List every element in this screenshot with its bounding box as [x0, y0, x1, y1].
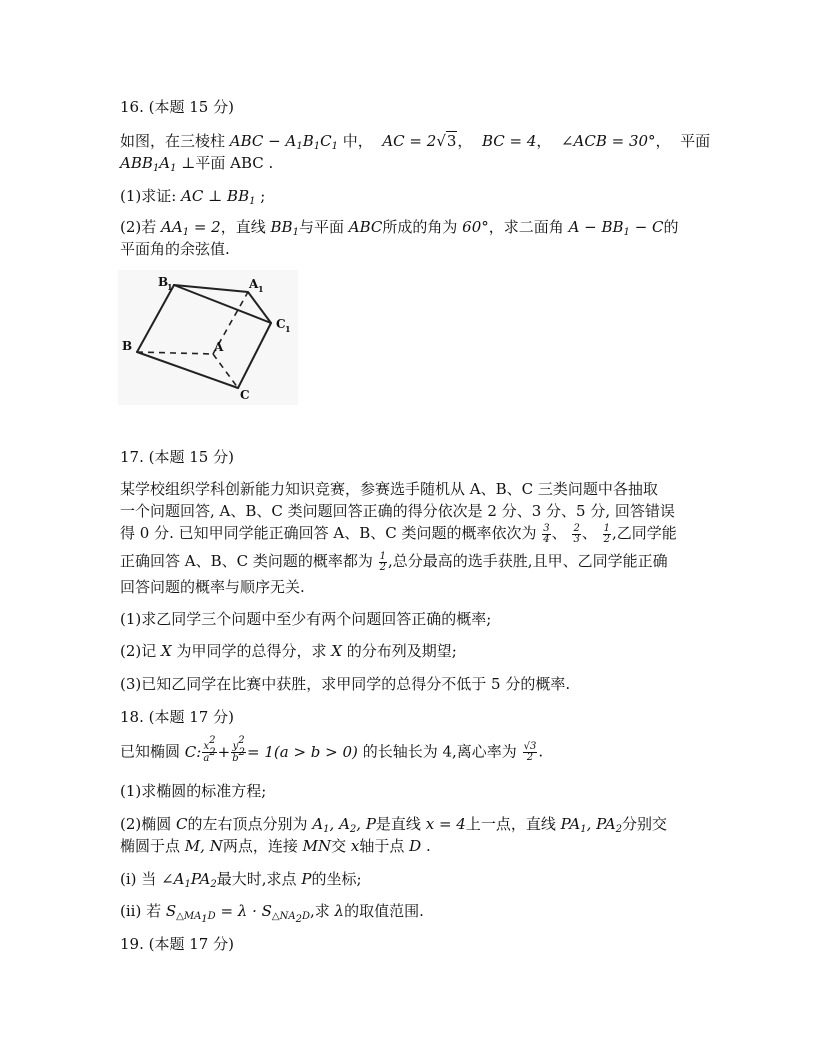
- var-lambda: λ: [334, 902, 345, 920]
- label-b: B: [122, 339, 133, 353]
- lines-pa: $PA_1$, $PA_2$: [560, 815, 623, 835]
- frac-sqrt3-2: $\frac{√3}{2}$: [523, 741, 537, 763]
- q18-s1: (1)求椭圆的标准方程;: [120, 782, 267, 800]
- label-b1-sub: 1: [167, 282, 173, 292]
- q18-sii-c: 的取值范围.: [344, 902, 424, 920]
- q18-s2-line2: 椭圆于点 M, N两点，连接 MN交 x轴于点 D .: [120, 837, 431, 855]
- q18-header: 18. (本题 17 分): [120, 708, 234, 726]
- q17-p4-a: 正确回答 A、B、C 类问题的概率都为: [120, 552, 373, 570]
- q16-60: 60°: [462, 218, 489, 236]
- q16-angle: ∠ACB = 30°: [560, 132, 656, 150]
- axis-x: x: [350, 837, 360, 855]
- angle-a1pa2: $\angle A_1PA_2$: [161, 870, 217, 890]
- q17-s2-b: 为甲同学的总得分，求: [176, 642, 327, 660]
- q18-sii: [120, 901, 424, 925]
- q16-plane: $ABB_1A_1$: [120, 154, 177, 174]
- q16-ac: AC = 2√3: [382, 132, 457, 150]
- q16-part2-a: (2)若: [120, 218, 157, 236]
- q18-s2-f: 椭圆于点: [120, 837, 181, 855]
- q16-part1-expr: AC ⊥ $BB_1$: [181, 187, 256, 207]
- q16-bc: BC = 4: [481, 132, 537, 150]
- q17-header: 17. (本题 15 分): [120, 448, 234, 466]
- q18-si-c: 的坐标;: [311, 870, 362, 888]
- var-x1: X: [161, 642, 172, 660]
- q16-dihedral: $A - BB_1 - C$: [568, 218, 664, 238]
- q18-s2-i: 轴于点: [359, 837, 405, 855]
- q16-aa1: $AA_1 = 2$: [161, 218, 221, 238]
- q16-part2-d: 所成的角为: [382, 218, 458, 236]
- label-a: A: [214, 340, 224, 354]
- q16-intro-text-c: 平面: [680, 132, 711, 150]
- q16-bb1: $BB_1$: [270, 218, 299, 238]
- q16-intro-text-b: 中，: [342, 132, 373, 150]
- points-mn: M, N: [184, 837, 223, 855]
- q18-s2-b: 的左右顶点分别为: [187, 815, 308, 833]
- frac-1-2-b: $\frac{1}{2}$: [379, 550, 387, 573]
- q18-s2-h: 交: [331, 837, 347, 855]
- frac-2-3: $\frac{2}{3}$: [573, 522, 580, 545]
- q18-s2-line1: [120, 814, 667, 834]
- q18-s2-g: 两点，连接: [222, 837, 298, 855]
- label-c1-sub: 1: [285, 324, 291, 334]
- q16-header: 16. (本题 15 分): [120, 98, 234, 116]
- q17-p3: 得 0 分. 已知甲同学能正确回答 A、B、C 类问题的概率依次为 $\frac{3}{4}$ 、 $\frac{2}{3}$ 、 $\frac{1}{2}$ ,乙同学能: [120, 522, 677, 545]
- q16-perp-text: ⊥平面 ABC .: [181, 154, 274, 172]
- prism-figure-svg: [118, 270, 298, 405]
- label-a1-sub: 1: [258, 284, 264, 294]
- var-x2: X: [331, 642, 342, 660]
- q16-part2-f: 的: [663, 218, 679, 236]
- q17-p3-b: ,乙同学能: [611, 524, 677, 542]
- segment-mn: MN: [302, 837, 332, 855]
- q18-si-b: 最大时,求点: [216, 870, 297, 888]
- q17-s3: (3)已知乙同学在比赛中获胜，求甲同学的总得分不低于 5 分的概率.: [120, 675, 571, 693]
- q18-p1-b: 的长轴长为 4,离心率为: [362, 742, 517, 761]
- q16-part2-line2: 平面角的余弦值.: [120, 240, 230, 258]
- q18-p1-a: 已知椭圆: [120, 742, 181, 761]
- q17-s2-a: (2)记: [120, 642, 157, 660]
- q18-s2-c: 是直线: [375, 815, 421, 833]
- label-c: C: [240, 388, 250, 402]
- frac-1-2-a: $\frac{1}{2}$: [603, 522, 610, 545]
- q17-p5: 回答问题的概率与顺序无关.: [120, 578, 305, 596]
- q18-si: [120, 869, 362, 889]
- prism-figure: [118, 270, 298, 405]
- q18-s2-a: (2)椭圆: [120, 815, 172, 833]
- q16-prism: ABC − $A_1B_1C_1$: [229, 132, 338, 152]
- q16-intro-text-a: 如图，在三棱柱: [120, 132, 226, 150]
- q18-sii-a: (ii) 若: [120, 902, 162, 920]
- q18-p1: 已知椭圆 C: $\frac{x^2}{a^2}$ + $\frac{y^2}{b^2}$ = 1(a > b > 0) 的长轴长为 4,离心率为 $\frac{√3}{2}$ .: [120, 735, 544, 764]
- q16-part1: (1)求证: AC ⊥ $BB_1$ ;: [120, 187, 266, 207]
- q16-part2-b: ，直线: [220, 218, 266, 236]
- q16-abc: ABC: [348, 218, 383, 236]
- q17-s1: (1)求乙同学三个问题中至少有两个问题回答正确的概率;: [120, 610, 492, 628]
- q16-part2-line1: [120, 217, 679, 237]
- ellipse-eq: C: $\frac{x^2}{a^2}$ + $\frac{y^2}{b^2}$ = 1(a > b > 0): [184, 735, 358, 764]
- q16-part1-label: (1)求证:: [120, 187, 177, 205]
- q17-p2: 一个问题回答, A、B、C 类问题回答正确的得分依次是 2 分、3 分、5 分, 回答错误: [120, 502, 675, 520]
- q16-part2-c: 与平面: [298, 218, 344, 236]
- area-relation: $S_{\triangle MA_1D} = \lambda \cdot S_{\triangle NA_2D}$: [165, 902, 310, 925]
- q18-s2-d: 上一点，直线: [465, 815, 556, 833]
- q17-s2-c: 的分布列及期望;: [346, 642, 457, 660]
- point-d: D: [409, 837, 422, 855]
- q18-sii-b: ,求: [309, 902, 330, 920]
- q16-intro-line1: 如图，在三棱柱 ABC − $A_1B_1C_1$ 中， AC = 2√3， BC = 4， ∠ACB = 30°， 平面: [120, 132, 711, 152]
- q17-s2: [120, 641, 457, 661]
- label-a1: A: [249, 277, 259, 291]
- line-x4: x = 4: [425, 815, 466, 833]
- q18-s2-e: 分别交: [622, 815, 668, 833]
- q18-si-a: (i) 当: [120, 870, 157, 888]
- q16-part2-e: ，求二面角: [488, 218, 564, 236]
- q17-p3-a: 得 0 分. 已知甲同学能正确回答 A、B、C 类问题的概率依次为: [120, 524, 537, 542]
- label-b1: B: [158, 275, 169, 289]
- q17-p4-b: ,总分最高的选手获胜,且甲、乙同学能正确: [388, 552, 668, 570]
- q19-header: 19. (本题 17 分): [120, 935, 234, 953]
- point-p: P: [301, 870, 312, 888]
- q16-intro-line2: [120, 153, 273, 173]
- q17-p4: [120, 551, 668, 573]
- var-c: C: [176, 815, 188, 833]
- frac-3-4: $\frac{3}{4}$: [543, 522, 550, 545]
- label-c1: C: [276, 317, 286, 331]
- vertices: $A_1$, $A_2$, P: [312, 815, 376, 835]
- q17-p1: 某学校组织学科创新能力知识竞赛，参赛选手随机从 A、B、C 三类问题中各抽取: [120, 480, 658, 498]
